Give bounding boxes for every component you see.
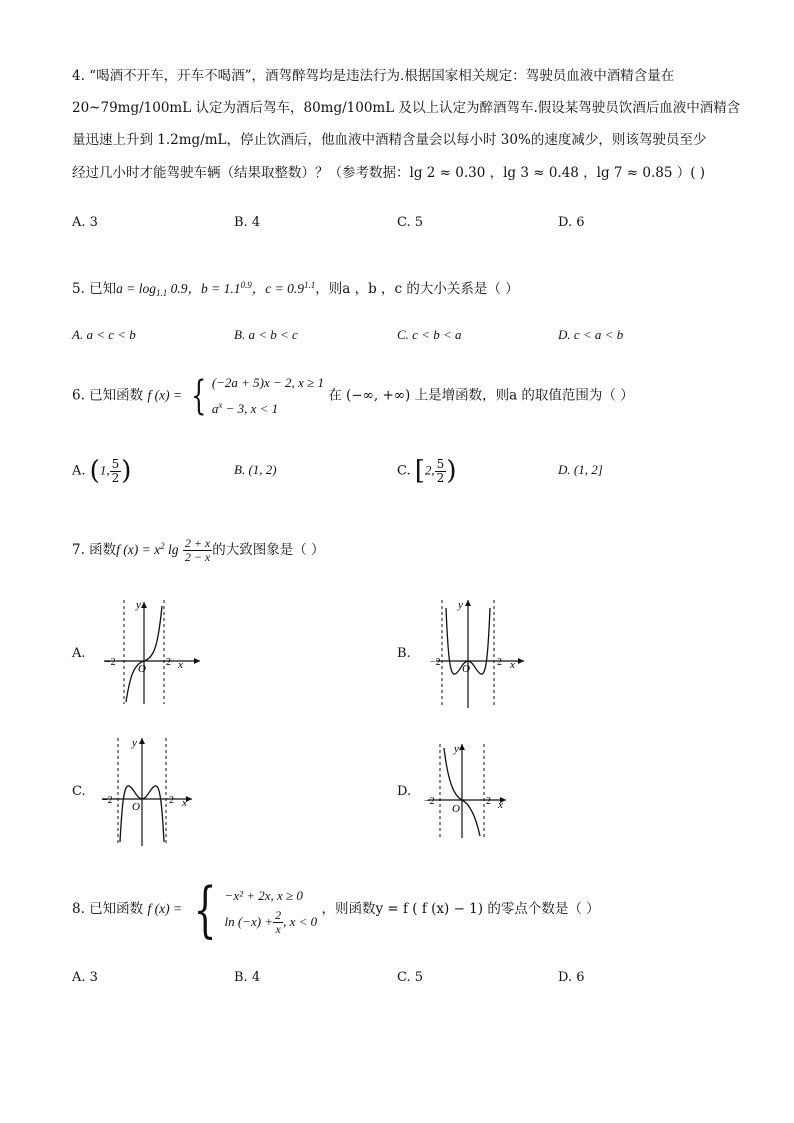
y-label: y [136,599,141,611]
q6-case-2-base: a [211,401,219,416]
q7-label-d[interactable]: D. [397,784,412,799]
q5-option-b[interactable]: B. a < b < c [234,327,298,342]
q7-label-c[interactable]: C. [72,784,86,799]
q5-option-c[interactable]: C. c < b < a [397,327,462,342]
q7-stem [72,528,325,564]
q8-option-a[interactable]: A. 3 [72,970,98,985]
q6-option-a-den: 2 [111,470,120,485]
q6-fx: f (x) = [147,387,183,403]
q5-a-base: 1.1 [156,288,168,298]
y-arrow-icon [139,738,145,744]
q6-case-2-rest: − 3, x < 1 [222,401,279,416]
q4-option-a[interactable]: A. 3 [72,215,98,230]
q6-option-c-num: 5 [436,456,445,471]
q6-prefix: 6. 已知函数 [72,387,144,404]
q4-line-2: 20~79mg/100mL 认定为酒后驾车，80mg/100mL 及以上认定为醉酒驾车.假设某驾驶员饮酒后血液中酒精含 [72,100,741,116]
q6-brace: { [191,373,207,419]
q7-frac-num: 2 + x [184,536,211,550]
q8-option-b[interactable]: B. 4 [234,970,261,985]
origin-label: O [132,801,140,813]
q7-label-a[interactable]: A. [72,646,86,661]
q7-graph-a[interactable] [96,596,206,706]
q8-stem [72,874,600,945]
y-label: y [458,599,463,611]
q4-line-3: 量迅速上升到 1.2mg/mL，停止饮酒后，他血液中酒精含量会以每小时 30%的速度减少，则该驾驶员至少 [72,132,707,148]
x-arrow-icon [186,796,192,802]
q4-option-b[interactable]: B. 4 [234,215,261,230]
q6-option-a-label: A. [72,463,86,479]
tick-neg: −2 [102,795,113,806]
q8-option-d[interactable]: D. 6 [558,970,585,985]
q7-sq: 2 [160,541,165,551]
origin-label: O [138,663,146,675]
q7-prefix: 7. 函数 [72,542,117,558]
q7-graph-b[interactable] [428,596,538,711]
q5-a-arg: 0.9 [170,281,188,296]
q6-mid: 在 (−∞, +∞) 上是增函数，则a 的取值范围为（ ） [328,387,634,404]
q5-suffix: ，则a ，b ，c 的大小关系是（ ） [315,281,519,297]
q8-case-2a: ln (−x) + [224,913,274,929]
q8-prefix: 8. 已知函数 [72,901,144,917]
q6-option-a[interactable]: A. (1, $\frac{5}{2}$ ) [72,456,132,486]
x-label: x [510,659,515,671]
q5-c-expr: c = 0.9 [265,281,305,296]
q7-graph-d[interactable] [422,740,532,840]
tick-neg: −2 [105,657,116,668]
q6-option-d[interactable]: D. (1, 2] [558,462,603,477]
q6-option-c[interactable]: C. [2, $\frac{5}{2}$ ) [397,456,457,486]
q7-suffix: 的大致图象是（ ） [212,542,325,558]
tick-neg: −2 [424,796,435,807]
y-arrow-icon [141,602,147,608]
q5-b-expr: b = 1.1 [201,281,241,296]
y-label: y [132,737,137,749]
tick-pos: 2 [166,657,171,668]
q7-lg: lg [164,542,179,557]
x-arrow-icon [194,658,200,664]
tick-pos: 2 [169,795,174,806]
q8-suffix: ，则函数y = f ( f (x) − 1) 的零点个数是（ ） [321,901,600,917]
q5-stem: 5. 已知$a = \log_{1.1} 0.9$，$b = 1.1^{0.9}$，$c = 0.9^{1.1}$，则a ，b ，c 的大小关系是（ ） [72,280,519,298]
q5-prefix: 5. 已知 [72,281,117,297]
x-arrow-icon [518,658,524,664]
q7-label-b[interactable]: B. [397,646,411,661]
q8-case-1: −x² + 2x, x ≥ 0 [224,887,303,903]
q5-b-exp: 0.9 [240,280,252,290]
origin-label: O [462,663,470,675]
q4-option-c[interactable]: C. 5 [397,215,424,230]
q8-fx: f (x) = [147,901,183,916]
y-arrow-icon [459,744,465,750]
q8-case-2-den: x [275,922,281,937]
q7-fx: f (x) = x [116,542,161,557]
q6-option-a-lead: 1, [99,462,110,478]
origin-label: O [452,803,460,815]
tick-neg: −2 [430,657,441,668]
q5-option-a[interactable]: A. a < c < b [72,327,136,342]
x-label: x [182,797,187,809]
y-arrow-icon [465,600,471,606]
q8-option-c[interactable]: C. 5 [397,970,424,985]
q5-a-expr: a = log [116,281,157,296]
q5-c-exp: 1.1 [304,280,316,290]
q6-option-b[interactable]: B. (1, 2) [234,462,277,477]
q7-frac-den: 2 − x [184,550,211,564]
q6-option-c-den: 2 [436,470,445,485]
q6-option-c-label: C. [397,463,411,479]
q8-case-2b: , x < 0 [283,913,318,929]
q6-stem [72,372,634,418]
q8-brace: { [193,874,217,945]
q6-option-c-lead: 2, [424,462,435,478]
q5-option-d[interactable]: D. c < a < b [558,327,624,342]
q6-case-2-exp: x [218,400,223,410]
q7-graph-c[interactable] [96,734,206,849]
x-label: x [498,799,503,811]
y-label: y [454,743,459,755]
q6-option-a-num: 5 [111,456,120,471]
tick-pos: 2 [486,796,491,807]
q8-case-2-num: 2 [275,908,282,923]
q4-option-d[interactable]: D. 6 [558,215,585,230]
q4-line-1: 4. “喝酒不开车，开车不喝酒”，酒驾醉驾均是违法行为.根据国家相关规定：驾驶员血液中酒精含量在 [72,68,675,84]
q6-case-1: (−2a + 5)x − 2, x ≥ 1 [211,375,324,390]
tick-pos: 2 [497,657,502,668]
q4-line-4: 经过几小时才能驾驶车辆（结果取整数）？（参考数据：lg 2 ≈ 0.30 ，lg 3 ≈ 0.48 ，lg 7 ≈ 0.85 ）( ) [72,165,706,181]
x-label: x [178,659,183,671]
